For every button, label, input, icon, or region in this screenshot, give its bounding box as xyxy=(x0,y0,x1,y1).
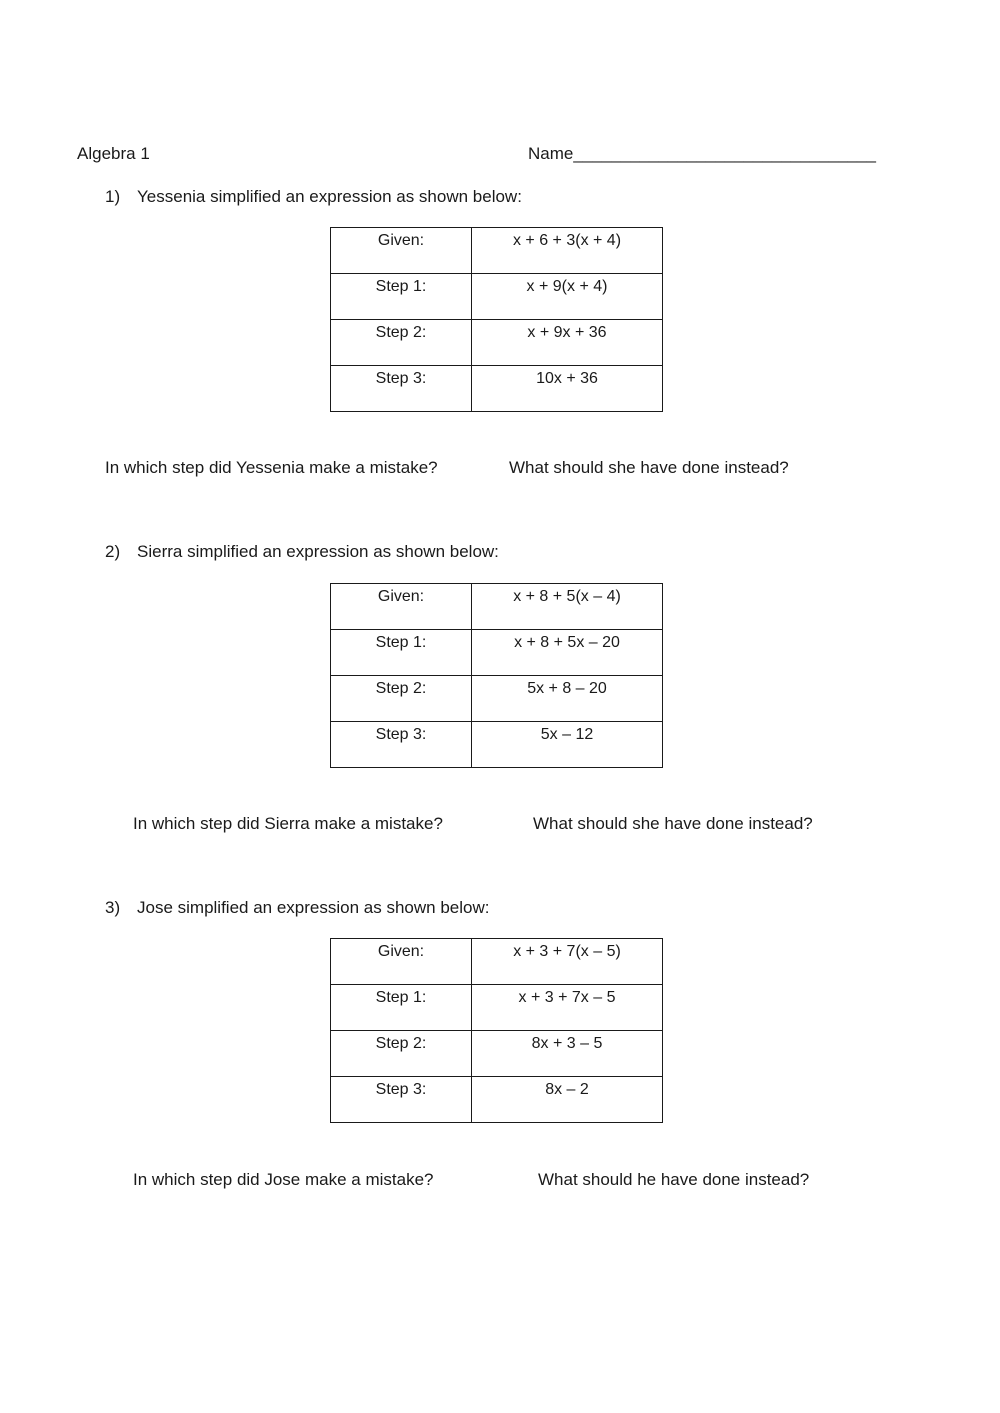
table-row xyxy=(331,939,663,985)
expression: x + 9x + 36 xyxy=(527,324,607,341)
step-label: Step 3: xyxy=(375,370,427,387)
expression: 5x – 12 xyxy=(540,726,594,743)
question-1-text: Yessenia simplified an expression as shown below: xyxy=(137,187,522,206)
expression-cell xyxy=(472,366,663,412)
step-label: Step 1: xyxy=(375,989,427,1006)
table-row xyxy=(331,584,663,630)
table-row xyxy=(331,274,663,320)
expression: x + 6 + 3(x + 4) xyxy=(512,232,622,249)
question-2-table xyxy=(330,583,663,768)
table-row xyxy=(331,1077,663,1123)
question-3-text: Jose simplified an expression as shown below: xyxy=(137,898,490,917)
step-label-cell xyxy=(331,1077,472,1123)
step-label-cell xyxy=(331,366,472,412)
expression: x + 8 + 5x – 20 xyxy=(514,634,620,651)
step-label: Step 3: xyxy=(375,726,427,743)
step-label: Step 2: xyxy=(375,1035,427,1052)
expression-cell xyxy=(472,584,663,630)
step-label-cell xyxy=(331,274,472,320)
table-row xyxy=(331,366,663,412)
step-label-cell xyxy=(331,1031,472,1077)
step-label: Step 3: xyxy=(375,1081,427,1098)
expression-cell xyxy=(472,274,663,320)
question-1-instead-prompt: What should she have done instead? xyxy=(509,458,789,477)
expression-cell xyxy=(472,939,663,985)
question-3-instead-prompt: What should he have done instead? xyxy=(538,1170,810,1189)
question-1-number: 1) xyxy=(105,187,121,206)
expression: x + 9(x + 4) xyxy=(526,278,608,295)
expression: 10x + 36 xyxy=(536,370,598,387)
expression: x + 3 + 7x – 5 xyxy=(518,989,616,1006)
name-field-label: Name________________________________ xyxy=(528,144,876,163)
table-row xyxy=(331,676,663,722)
step-label: Given: xyxy=(377,588,425,605)
table-row xyxy=(331,985,663,1031)
table-row xyxy=(331,320,663,366)
table-row xyxy=(331,630,663,676)
expression-cell xyxy=(472,320,663,366)
step-label-cell xyxy=(331,985,472,1031)
question-2-mistake-prompt: In which step did Sierra make a mistake? xyxy=(133,814,443,833)
table-row xyxy=(331,1031,663,1077)
expression-cell xyxy=(472,985,663,1031)
step-label: Step 2: xyxy=(375,324,427,341)
question-1-table xyxy=(330,227,663,412)
question-3-mistake-prompt: In which step did Jose make a mistake? xyxy=(133,1170,434,1189)
expression: x + 8 + 5(x – 4) xyxy=(513,588,621,605)
expression: 5x + 8 – 20 xyxy=(527,680,607,697)
step-label: Step 1: xyxy=(375,278,427,295)
step-label: Step 2: xyxy=(375,680,427,697)
step-label-cell xyxy=(331,939,472,985)
expression: 8x – 2 xyxy=(545,1081,589,1098)
step-label-cell xyxy=(331,228,472,274)
expression-cell xyxy=(472,630,663,676)
question-1-mistake-prompt: In which step did Yessenia make a mistake? xyxy=(105,458,438,477)
question-2-text: Sierra simplified an expression as shown below: xyxy=(137,542,499,561)
expression-cell xyxy=(472,722,663,768)
step-label-cell xyxy=(331,584,472,630)
step-label: Step 1: xyxy=(375,634,427,651)
question-2-instead-prompt: What should she have done instead? xyxy=(533,814,813,833)
expression: x + 3 + 7(x – 5) xyxy=(513,943,621,960)
question-2-number: 2) xyxy=(105,542,121,561)
step-label: Given: xyxy=(377,943,425,960)
step-label-cell xyxy=(331,320,472,366)
step-label-cell xyxy=(331,630,472,676)
table-row xyxy=(331,228,663,274)
expression: 8x + 3 – 5 xyxy=(531,1035,603,1052)
expression-cell xyxy=(472,1077,663,1123)
table-row xyxy=(331,722,663,768)
expression-cell xyxy=(472,1031,663,1077)
expression-cell xyxy=(472,228,663,274)
question-3-number: 3) xyxy=(105,898,121,917)
step-label-cell xyxy=(331,676,472,722)
course-title: Algebra 1 xyxy=(77,144,150,163)
expression-cell xyxy=(472,676,663,722)
question-3-table xyxy=(330,938,663,1123)
step-label-cell xyxy=(331,722,472,768)
step-label: Given: xyxy=(377,232,425,249)
